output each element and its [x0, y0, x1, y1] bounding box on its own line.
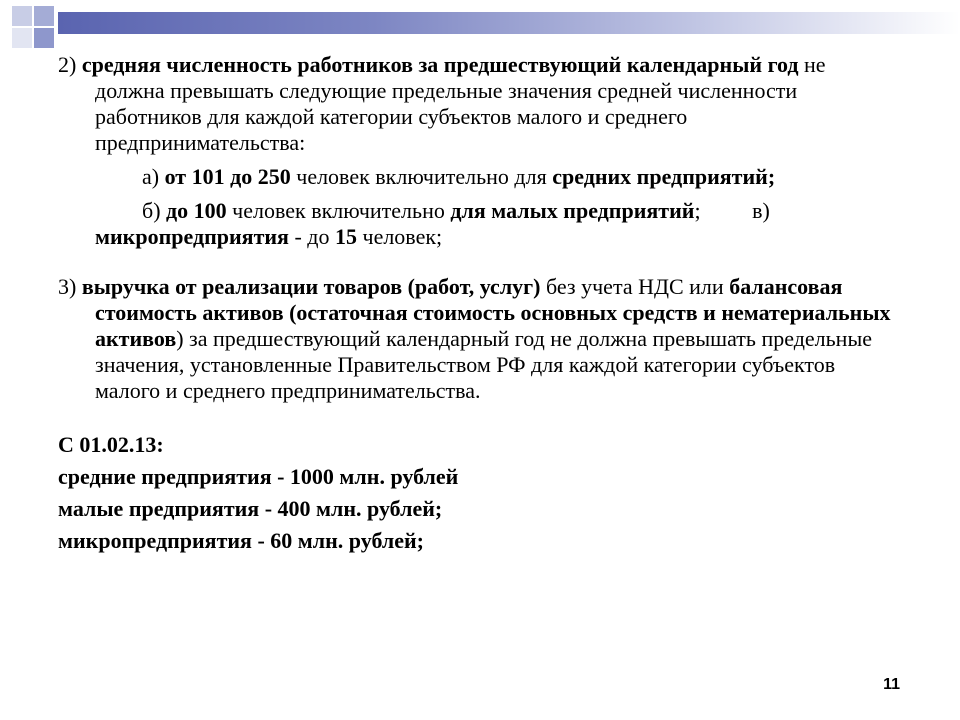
bold-term: балансовая стоимость активов (остаточная стоимость основных средств и нематериальных активов [95, 274, 891, 351]
body-text: человек включительно [232, 198, 445, 223]
item-2a-paragraph [58, 164, 898, 190]
body-text: ) за предшествующий календарный год не должна превышать предельные значения, установленные Правительством РФ для каждой категории субъектов малого и среднего предпринимательства. [95, 326, 872, 403]
item-2b-paragraph [58, 198, 898, 250]
bold-term: от 101 до 250 [164, 164, 291, 189]
header-square-dark [34, 28, 54, 48]
item-number: 2) [58, 52, 77, 77]
body-text: без учета НДС или [545, 274, 724, 299]
header-square [34, 6, 54, 26]
slide-body [58, 52, 898, 554]
item-letter: в) [752, 198, 770, 223]
item-letter: б) [142, 198, 161, 223]
item-2-paragraph [58, 52, 898, 156]
body-text: ; [694, 198, 701, 223]
page-number: 11 [883, 676, 900, 693]
threshold-line-medium: средние предприятия - 1000 млн. рублей [58, 464, 459, 489]
bold-term: до 100 [166, 198, 227, 223]
since-heading: С 01.02.13: [58, 432, 164, 457]
threshold-line-micro: микропредприятия - 60 млн. рублей; [58, 528, 425, 553]
threshold-line-small: малые предприятия - 400 млн. рублей; [58, 496, 443, 521]
item-number: 3) [58, 274, 77, 299]
bold-term: для малых предприятий [450, 198, 695, 223]
bold-term: микропредприятия [95, 224, 289, 249]
bold-term: средняя численность работников за предшествующий календарный год [81, 52, 799, 77]
bold-term: средних предприятий; [552, 164, 776, 189]
body-text: не должна превышать следующие предельные значения средней численности работников для каждой категории субъектов малого и среднего предпринимательства: [95, 52, 826, 155]
bold-term: 15 [335, 224, 357, 249]
item-letter: а) [142, 164, 160, 189]
item-3-paragraph [58, 274, 898, 404]
body-text: человек; [362, 224, 443, 249]
header-square [12, 6, 32, 26]
header-gradient-bar [58, 12, 960, 34]
body-text: - до [294, 224, 330, 249]
bold-term: выручка от реализации товаров (работ, услуг) [81, 274, 541, 299]
header-square-light [12, 28, 32, 48]
since-block [58, 432, 898, 554]
body-text: человек включительно для [296, 164, 547, 189]
